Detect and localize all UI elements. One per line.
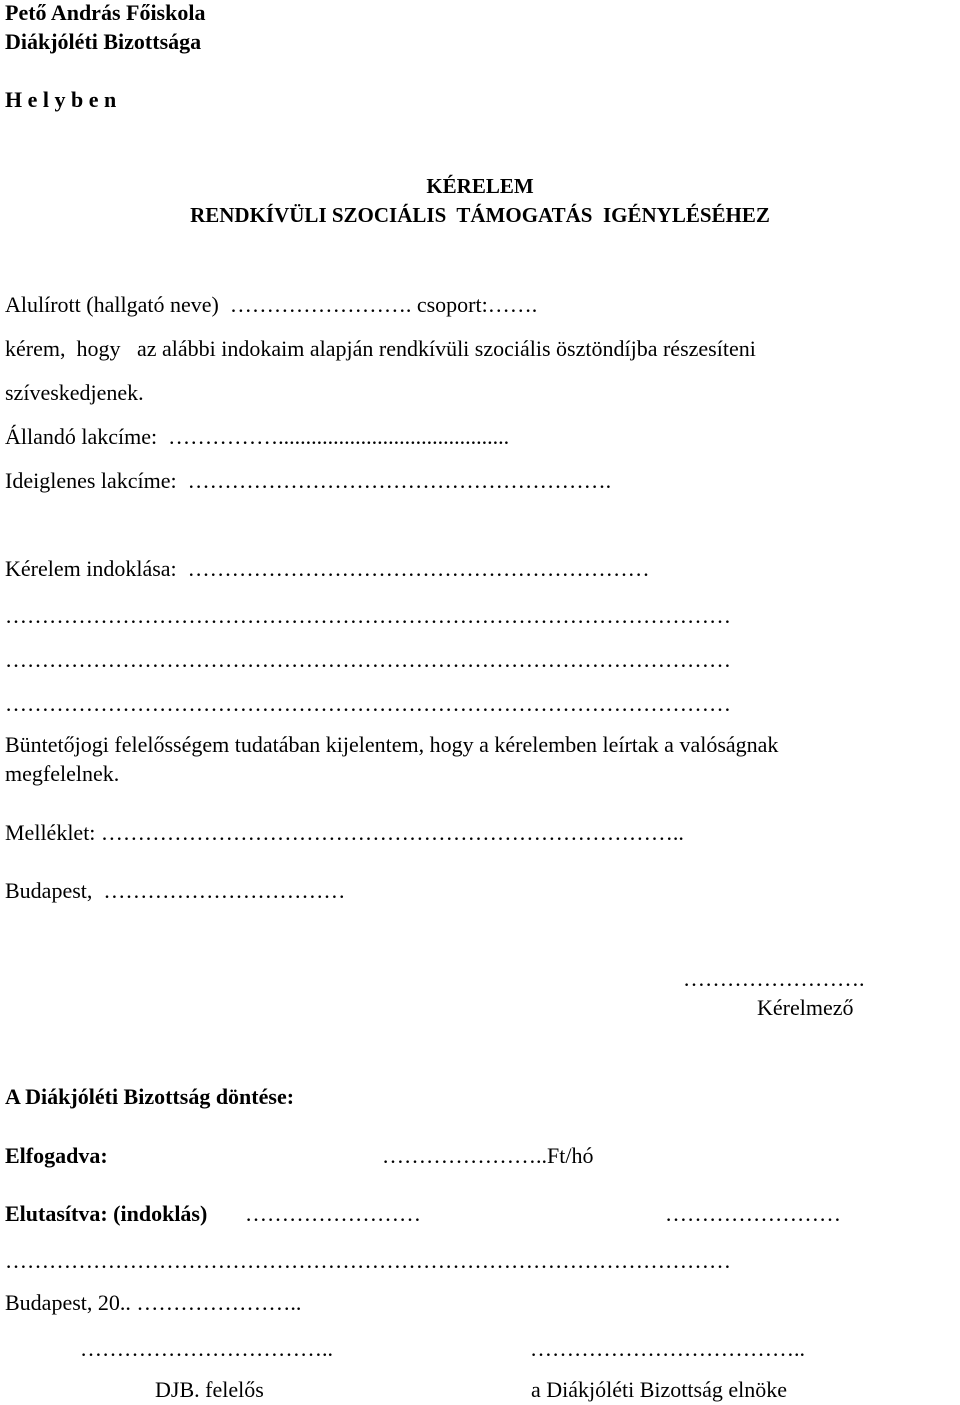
decision-heading: A Diákjóléti Bizottság döntése: — [5, 1084, 295, 1109]
institution-name: Pető András Főiskola — [5, 0, 206, 25]
approved-amount: …………………..Ft/hó — [382, 1143, 594, 1168]
location-line: H e l y b e n — [5, 87, 117, 112]
request-end-line: szíveskedjenek. — [5, 380, 144, 405]
document-subtitle: RENDKÍVÜLI SZOCIÁLIS TÁMOGATÁS IGÉNYLÉSÉHEZ — [190, 203, 770, 227]
committee-name: Diákjóléti Bizottsága — [5, 29, 202, 54]
chair-signature-label: a Diákjóléti Bizottság elnöke — [531, 1377, 787, 1402]
rejected-reason-line: ……………………………………………………………………………………… — [5, 1248, 731, 1273]
justification-line-1: ……………………………………………………………………………………… — [5, 603, 731, 628]
intro-line: Alulírott (hallgató neve) ……………………. csoport:……. — [5, 292, 538, 317]
rejected-label: Elutasítva: (indoklás) — [5, 1201, 208, 1226]
djb-signature-label: DJB. felelős — [155, 1377, 264, 1402]
attachment-line: Melléklet: …………………………………………………………………….. — [5, 820, 684, 845]
permanent-address-line: Állandó lakcíme: …………….......................................... — [5, 424, 510, 449]
request-line: kérem, hogy az alábbi indokaim alapján rendkívüli szociális ösztöndíjba részesíteni — [5, 336, 756, 361]
document-title: KÉRELEM — [426, 174, 534, 198]
approved-label: Elfogadva: — [5, 1143, 108, 1168]
decision-date: Budapest, 20.. ………………….. — [5, 1290, 302, 1315]
declaration-line-2: megfelelnek. — [5, 761, 120, 786]
applicant-signature-label: Kérelmező — [757, 995, 854, 1020]
applicant-signature-dots: ……………………. — [683, 966, 865, 991]
chair-signature-dots: ……………………………….. — [530, 1336, 805, 1361]
justification-line-2: ……………………………………………………………………………………… — [5, 647, 731, 672]
place-date-line: Budapest, …………………………… — [5, 878, 346, 903]
justification-label: Kérelem indoklása: ……………………………………………………… — [5, 556, 650, 581]
temporary-address-line: Ideiglenes lakcíme: …………………………………………………. — [5, 468, 612, 493]
declaration-line-1: Büntetőjogi felelősségem tudatában kijelentem, hogy a kérelemben leírtak a valóságnak — [5, 732, 779, 757]
rejected-dots-1: …………………… — [245, 1201, 421, 1226]
justification-line-3: ……………………………………………………………………………………… — [5, 691, 731, 716]
rejected-dots-2: …………………… — [665, 1201, 841, 1226]
djb-signature-dots: …………………………….. — [80, 1336, 333, 1361]
